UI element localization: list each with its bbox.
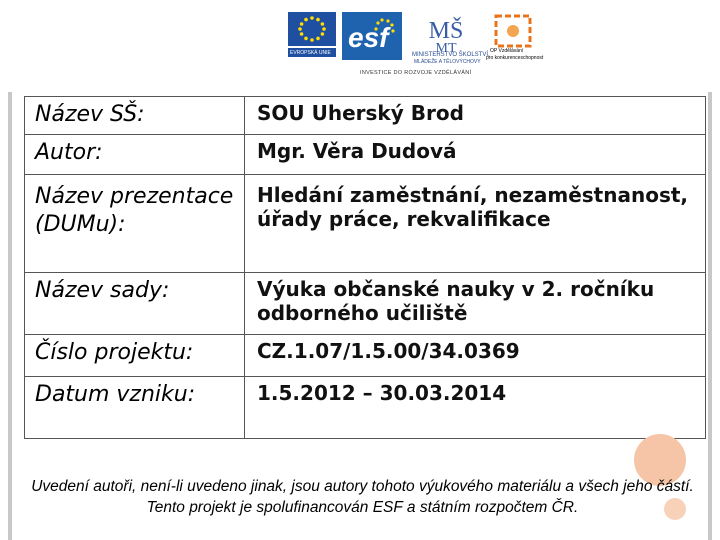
project-number-value: CZ.1.07/1.5.00/34.0369 xyxy=(245,335,706,377)
creation-date-value: 1.5.2012 – 30.03.2014 xyxy=(245,377,706,439)
school-name-label: Název SŠ: xyxy=(25,97,245,135)
school-name-value: SOU Uherský Brod xyxy=(245,97,706,135)
table-row xyxy=(25,335,706,377)
op-caption-line-1: OP Vzdělávání xyxy=(490,48,524,54)
creation-date-label: Datum vzniku: xyxy=(25,377,245,439)
set-name-value: Výuka občanské nauky v 2. ročníku odborného učiliště xyxy=(245,273,706,335)
banner-caption: INVESTICE DO ROZVOJE VZDĚLÁVÁNÍ xyxy=(360,70,472,76)
op-caption-line-2: pro konkurenceschopnost xyxy=(486,55,544,61)
set-name-label: Název sady: xyxy=(25,273,245,335)
table-row xyxy=(25,175,706,273)
presentation-info-table xyxy=(24,96,706,439)
author-value: Mgr. Věra Dudová xyxy=(245,135,706,175)
project-number-label: Číslo projektu: xyxy=(25,335,245,377)
right-frame-rule xyxy=(708,92,712,540)
presentation-title-label: Název prezentace (DUMu): xyxy=(25,175,245,273)
table-row xyxy=(25,377,706,439)
footer-note: Uvedení autoři, není-li uvedeno jinak, jsou autory tohoto výukového materiálu a všech jeho částí. Tento projekt je spolufinancován ESF a státním rozpočtem ČR. xyxy=(31,478,694,516)
esf-text: esf xyxy=(348,22,389,53)
svg-text:MT: MT xyxy=(435,41,457,56)
table-row xyxy=(25,273,706,335)
svg-text:MŠ: MŠ xyxy=(428,18,464,44)
msmt-caption-line-1: MINISTERSTVO ŠKOLSTVÍ, xyxy=(412,52,490,58)
eu-caption: EVROPSKÁ UNIE xyxy=(290,50,331,56)
left-frame-rule xyxy=(8,92,12,540)
author-label: Autor: xyxy=(25,135,245,175)
table-row xyxy=(25,97,706,135)
msmt-caption-line-2: MLÁDEŽE A TĚLOVÝCHOVY xyxy=(414,59,481,65)
logo-banner xyxy=(286,8,542,76)
table-row xyxy=(25,135,706,175)
presentation-title-value: Hledání zaměstnání, nezaměstnanost, úřady práce, rekvalifikace xyxy=(245,175,706,273)
